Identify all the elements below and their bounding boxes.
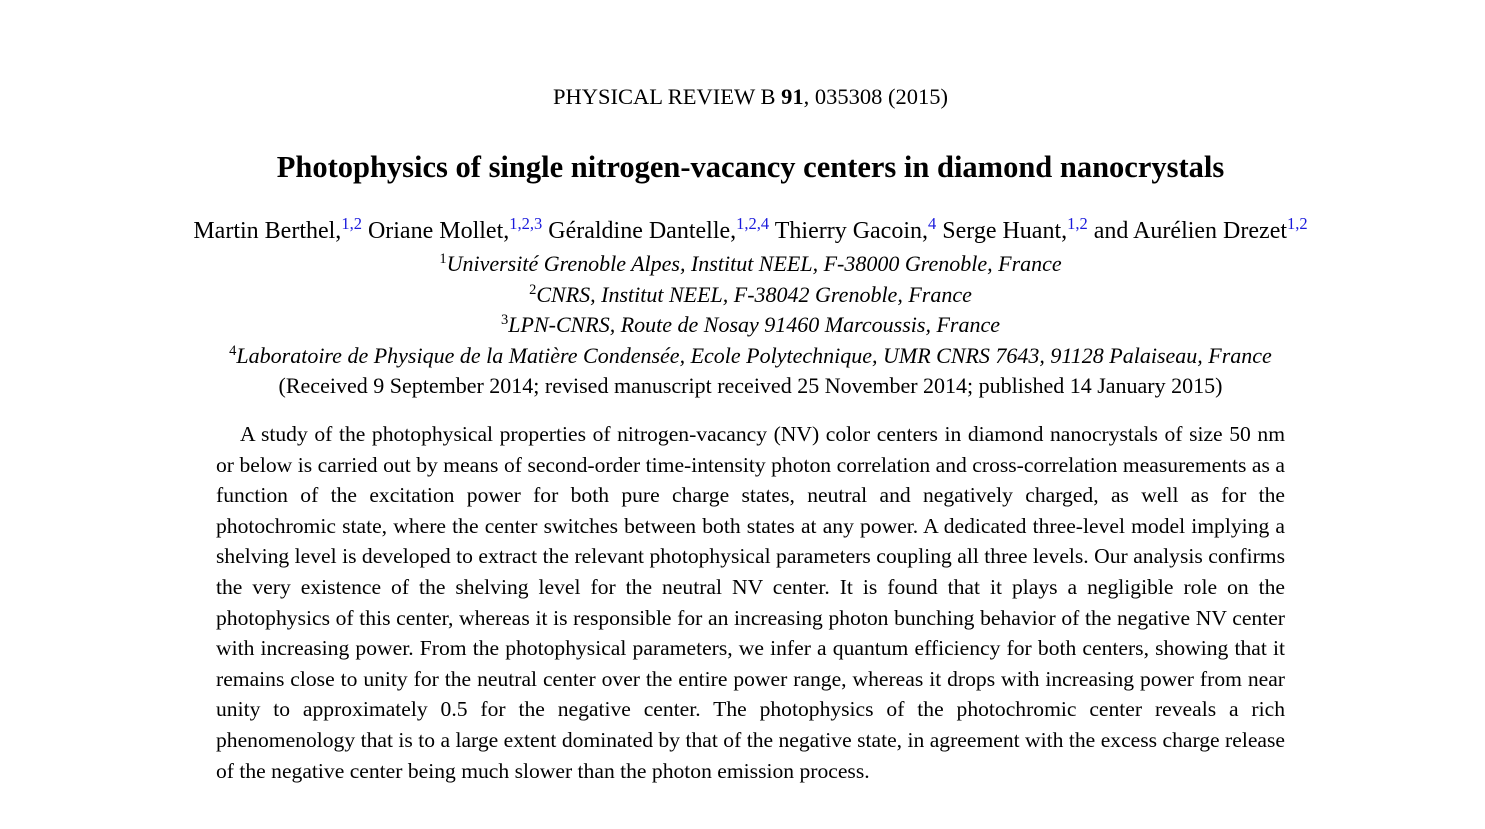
affiliation-number: 3 [501,312,509,328]
affiliation-3 [0,310,1485,340]
paper-title: Photophysics of single nitrogen-vacancy centers in diamond nanocrystals [276,150,1225,184]
affiliation-2 [0,280,1485,310]
affiliation-1 [0,249,1485,279]
author-name: Thierry Gacoin, [774,218,929,244]
author-name: Oriane Mollet, [367,218,510,244]
author-name: Martin Berthel, [193,218,342,244]
author-affiliation-link[interactable]: 1,2 [1287,214,1308,233]
author-name: Serge Huant, [942,218,1068,244]
journal-header [0,82,1485,112]
journal-volume: 91 [781,84,804,109]
affiliation-number: 2 [529,282,537,298]
affiliation-text: Université Grenoble Alpes, Institut NEEL, F-38000 Grenoble, France [446,251,1062,276]
affiliation-number: 4 [229,343,237,359]
author-name: and Aurélien Drezet [1093,218,1288,244]
journal-name: PHYSICAL REVIEW B [552,84,776,109]
affiliation-4 [0,341,1485,371]
affiliation-text: LPN-CNRS, Route de Nosay 91460 Marcoussis, France [508,312,1000,337]
author-name: Géraldine Dantelle, [548,218,737,244]
received-dates: (Received 9 September 2014; revised manuscript received 25 November 2014; published 14 January 2015) [278,373,1223,398]
author-affiliation-link[interactable]: 4 [928,214,937,233]
author-list [0,214,1485,248]
author-affiliation-link[interactable]: 1,2 [1067,214,1088,233]
author-affiliation-link[interactable]: 1,2,3 [509,214,543,233]
journal-citation: , 035308 (2015) [803,84,948,109]
author-affiliation-link[interactable]: 1,2,4 [736,214,770,233]
affiliation-text: Laboratoire de Physique de la Matière Condensée, Ecole Polytechnique, UMR CNRS 7643, 91128 Palaiseau, France [236,343,1272,368]
abstract: A study of the photophysical properties of nitrogen-vacancy (NV) color centers in diamond nanocrystals of size 50 nm or below is carried out by means of second-order time-intensity photon correlation and cross-correlation measurements as a function of the excitation power for both pure charge states, neutral and negatively charged, as well as for the photochromic state, where the center switches between both states at any power. A dedicated three-level model implying a shelving level is developed to extract the relevant photophysical parameters coupling all three levels. Our analysis confirms the very existence of the shelving level for the neutral NV center. It is found that it plays a negligible role on the photophysics of this center, whereas it is responsible for an increasing photon bunching behavior of the negative NV center with increasing power. From the photophysical parameters, we infer a quantum efficiency for both centers, showing that it remains close to unity for the neutral center over the entire power range, whereas it drops with increasing power from near unity to approximately 0.5 for the negative center. The photophysics of the photochromic center reveals a rich phenomenology that is to a large extent dominated by that of the negative state, in agreement with the excess charge release of the negative center being much slower than the photon emission process. [216,422,1285,783]
affiliation-number: 1 [439,251,447,267]
author-affiliation-link[interactable]: 1,2 [341,214,362,233]
affiliation-text: CNRS, Institut NEEL, F-38042 Grenoble, France [536,282,972,307]
